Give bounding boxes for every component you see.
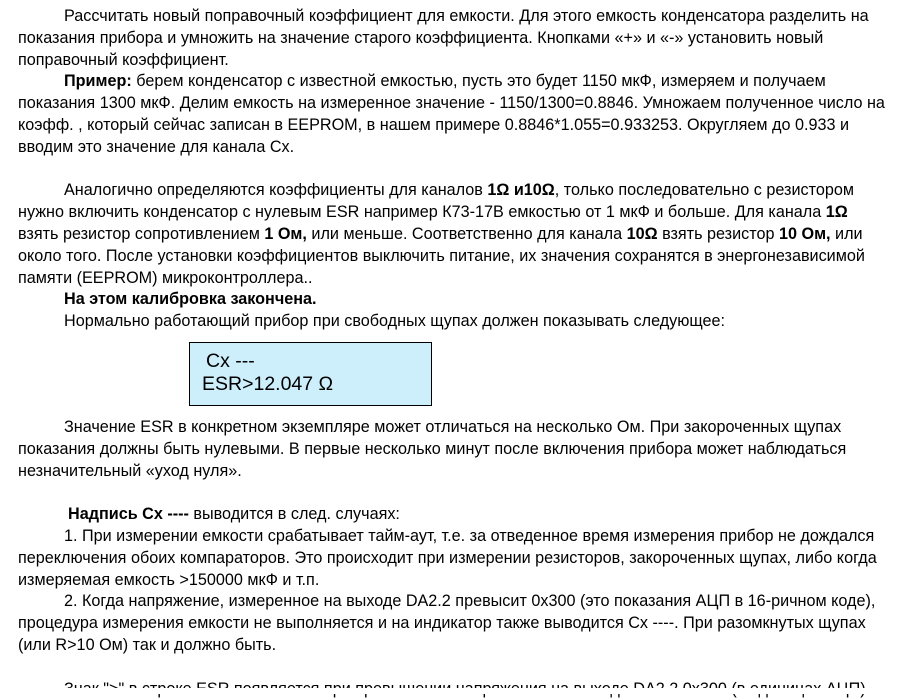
channels-bold-3: 1 Ом, (264, 224, 307, 243)
spacer (18, 159, 890, 181)
display-line-cx: Cx --- (206, 349, 255, 372)
paragraph-channels (18, 180, 890, 289)
channels-bold-1: 1Ω и10Ω (487, 181, 555, 200)
channels-text-4: или меньше. Соответственно для канала (306, 224, 627, 243)
paragraph-esr-value: Значение ESR в конкретном экземпляре может отличаться на несколько Ом. При закороченных щупах показания должны быть нулевыми. В первые несколько минут после включения прибора может наблюдаться незначительный «уход нуля». (18, 417, 847, 480)
paragraph-capacitance-coefficient: Рассчитать новый поправочный коэффициент для емкости. Для этого емкость конденсатора разделить на показания прибора и умножить на значение старого коэффициента. Кнопками «+» и «-» установить новый поправочный коэффициент. (18, 7, 869, 69)
cx-label-text: выводится в след. случаях: (188, 505, 400, 524)
channels-bold-2: 1Ω (825, 203, 848, 222)
document-page (18, 6, 890, 700)
lcd-display (189, 342, 432, 406)
paragraph-example (18, 71, 890, 158)
channels-bold-5: 10 Ом, (778, 224, 831, 243)
page-bottom-edge (0, 688, 900, 694)
display-line-esr: ESR>12.047 Ω (202, 373, 334, 396)
paragraph-cx-label (18, 504, 890, 526)
channels-text-5: взять резистор (657, 224, 779, 243)
spacer (18, 482, 890, 504)
channels-text-3: взять резистор сопротивлением (18, 224, 265, 243)
display-area (18, 333, 890, 417)
paragraph-normal-display: Нормально работающий прибор при свободных щупах должен показывать следующее: (64, 312, 726, 331)
channels-bold-4: 10Ω (626, 224, 658, 243)
channels-text-2: , только последовательно с резистором нужно включить конденсатор с нулевым ESR например К73-17В емкостью от 1 мкФ и больше. Для канала (18, 181, 854, 222)
example-text: Делим емкость на измеренное значение - 1150/1300=0.8846. Умножаем полученное число на коэфф. , который сейчас записан в EEPROM, в нашем примере 0.8846*1.055=0.933253. Округляем до 0.933 и вводим это значение для канала Cx. (18, 94, 885, 156)
channels-text-6: или около того. После установки коэффициентов выключить питание, их значения сохранятся в энергонезависимой памяти (EEPROM) микроконтроллера.. (18, 224, 865, 287)
example-label: Пример: (64, 72, 132, 91)
spacer (18, 657, 890, 679)
paragraph-calibration-done: На этом калибровка закончена. (64, 290, 317, 309)
example-bold-text: берем конденсатор с известной емкостью, пусть это будет 1150 мкФ, измеряем и получаем показания 1300 мкФ. (18, 72, 826, 113)
paragraph-case-2: 2. Когда напряжение, измеренное на выходе DA2.2 превысит 0x300 (это показания АЦП в 16-ричном коде), процедура измерения емкости не выполняется и на индикатор также выводится Cx ----. При разомкнутых щупах (или R>10 Ом) так и должно быть. (18, 592, 876, 654)
paragraph-case-1: 1. При измерении емкости срабатывает тайм-аут, т.е. за отведенное время измерения прибор не дождался переключения обоих компараторов. Это происходит при измерении резисторов, закороченных щупах, либо когда измеряемая емкость >150000 мкФ и т.п. (18, 526, 877, 589)
cx-label-bold: Надпись Cx ---- (68, 505, 189, 524)
channels-text-1: Аналогично определяются коэффициенты для каналов (64, 181, 488, 200)
